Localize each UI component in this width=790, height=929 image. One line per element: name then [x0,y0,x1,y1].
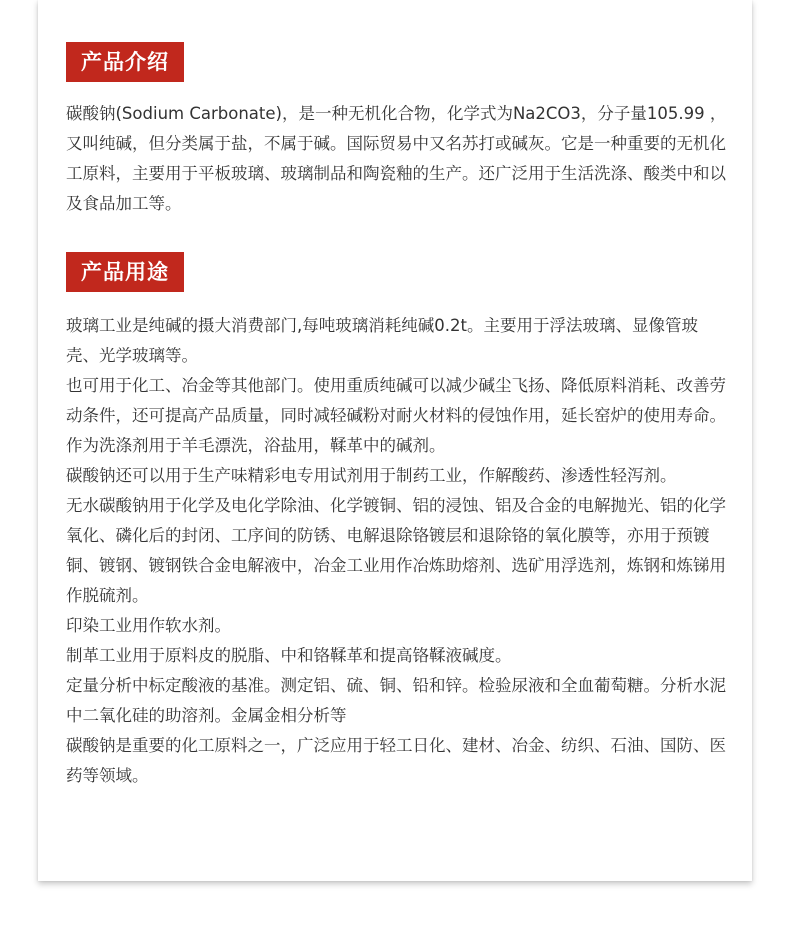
product-usage-heading: 产品用途 [66,252,184,292]
usage-paragraph-detergent: 作为洗涤剂用于羊毛漂洗，浴盐用，鞣革中的碱剂。 [66,436,446,455]
usage-paragraph-analysis: 定量分析中标定酸液的基准。测定铝、硫、铜、铅和锌。检验尿液和全血葡萄糖。分析水泥中二氧化硅的助溶剂。金属金相分析等 [66,676,726,725]
usage-paragraph-dyeing: 印染工业用作软水剂。 [66,616,231,635]
product-intro-text [66,99,730,219]
usage-paragraph-chemical: 也可用于化工、冶金等其他部门。使用重质纯碱可以减少碱尘飞扬、降低原料消耗、改善劳动条件，还可提高产品质量，同时减轻碱粉对耐火材料的侵蚀作用，延长窑炉的使用寿命。 [66,376,726,425]
intro-paragraph: 碳酸钠(Sodium Carbonate)，是一种无机化合物，化学式为Na2CO3，分子量105.99 ，又叫纯碱，但分类属于盐，不属于碱。国际贸易中又名苏打或碱灰。它是一种重要的无机化工原料，主要用于平板玻璃、玻璃制品和陶瓷釉的生产。还广泛用于生活洗涤、酸类中和以及食品加工等。 [66,104,727,213]
usage-paragraph-summary: 碳酸钠是重要的化工原料之一，广泛应用于轻工日化、建材、冶金、纺织、石油、国防、医药等领域。 [66,736,726,785]
usage-paragraph-tanning: 制革工业用于原料皮的脱脂、中和铬鞣革和提高铬鞣液碱度。 [66,646,512,665]
product-intro-heading: 产品介绍 [66,42,184,82]
usage-paragraph-glass: 玻璃工业是纯碱的摄大消费部门,每吨玻璃消耗纯碱0.2t。主要用于浮法玻璃、显像管玻壳、光学玻璃等。 [66,316,698,365]
product-usage-list [66,311,730,791]
usage-paragraph-pharma: 碳酸钠还可以用于生产味精彩电专用试剂用于制药工业，作解酸药、渗透性轻泻剂。 [66,466,677,485]
usage-paragraph-electroplating: 无水碳酸钠用于化学及电化学除油、化学镀铜、铝的浸蚀、铝及合金的电解抛光、铝的化学氧化、磷化后的封闭、工序间的防锈、电解退除铬镀层和退除铬的氧化膜等，亦用于预镀铜、镀钢、镀钢铁合金电解液中，冶金工业用作冶炼助熔剂、选矿用浮选剂，炼钢和炼锑用作脱硫剂。 [66,496,726,605]
product-card [38,0,752,881]
